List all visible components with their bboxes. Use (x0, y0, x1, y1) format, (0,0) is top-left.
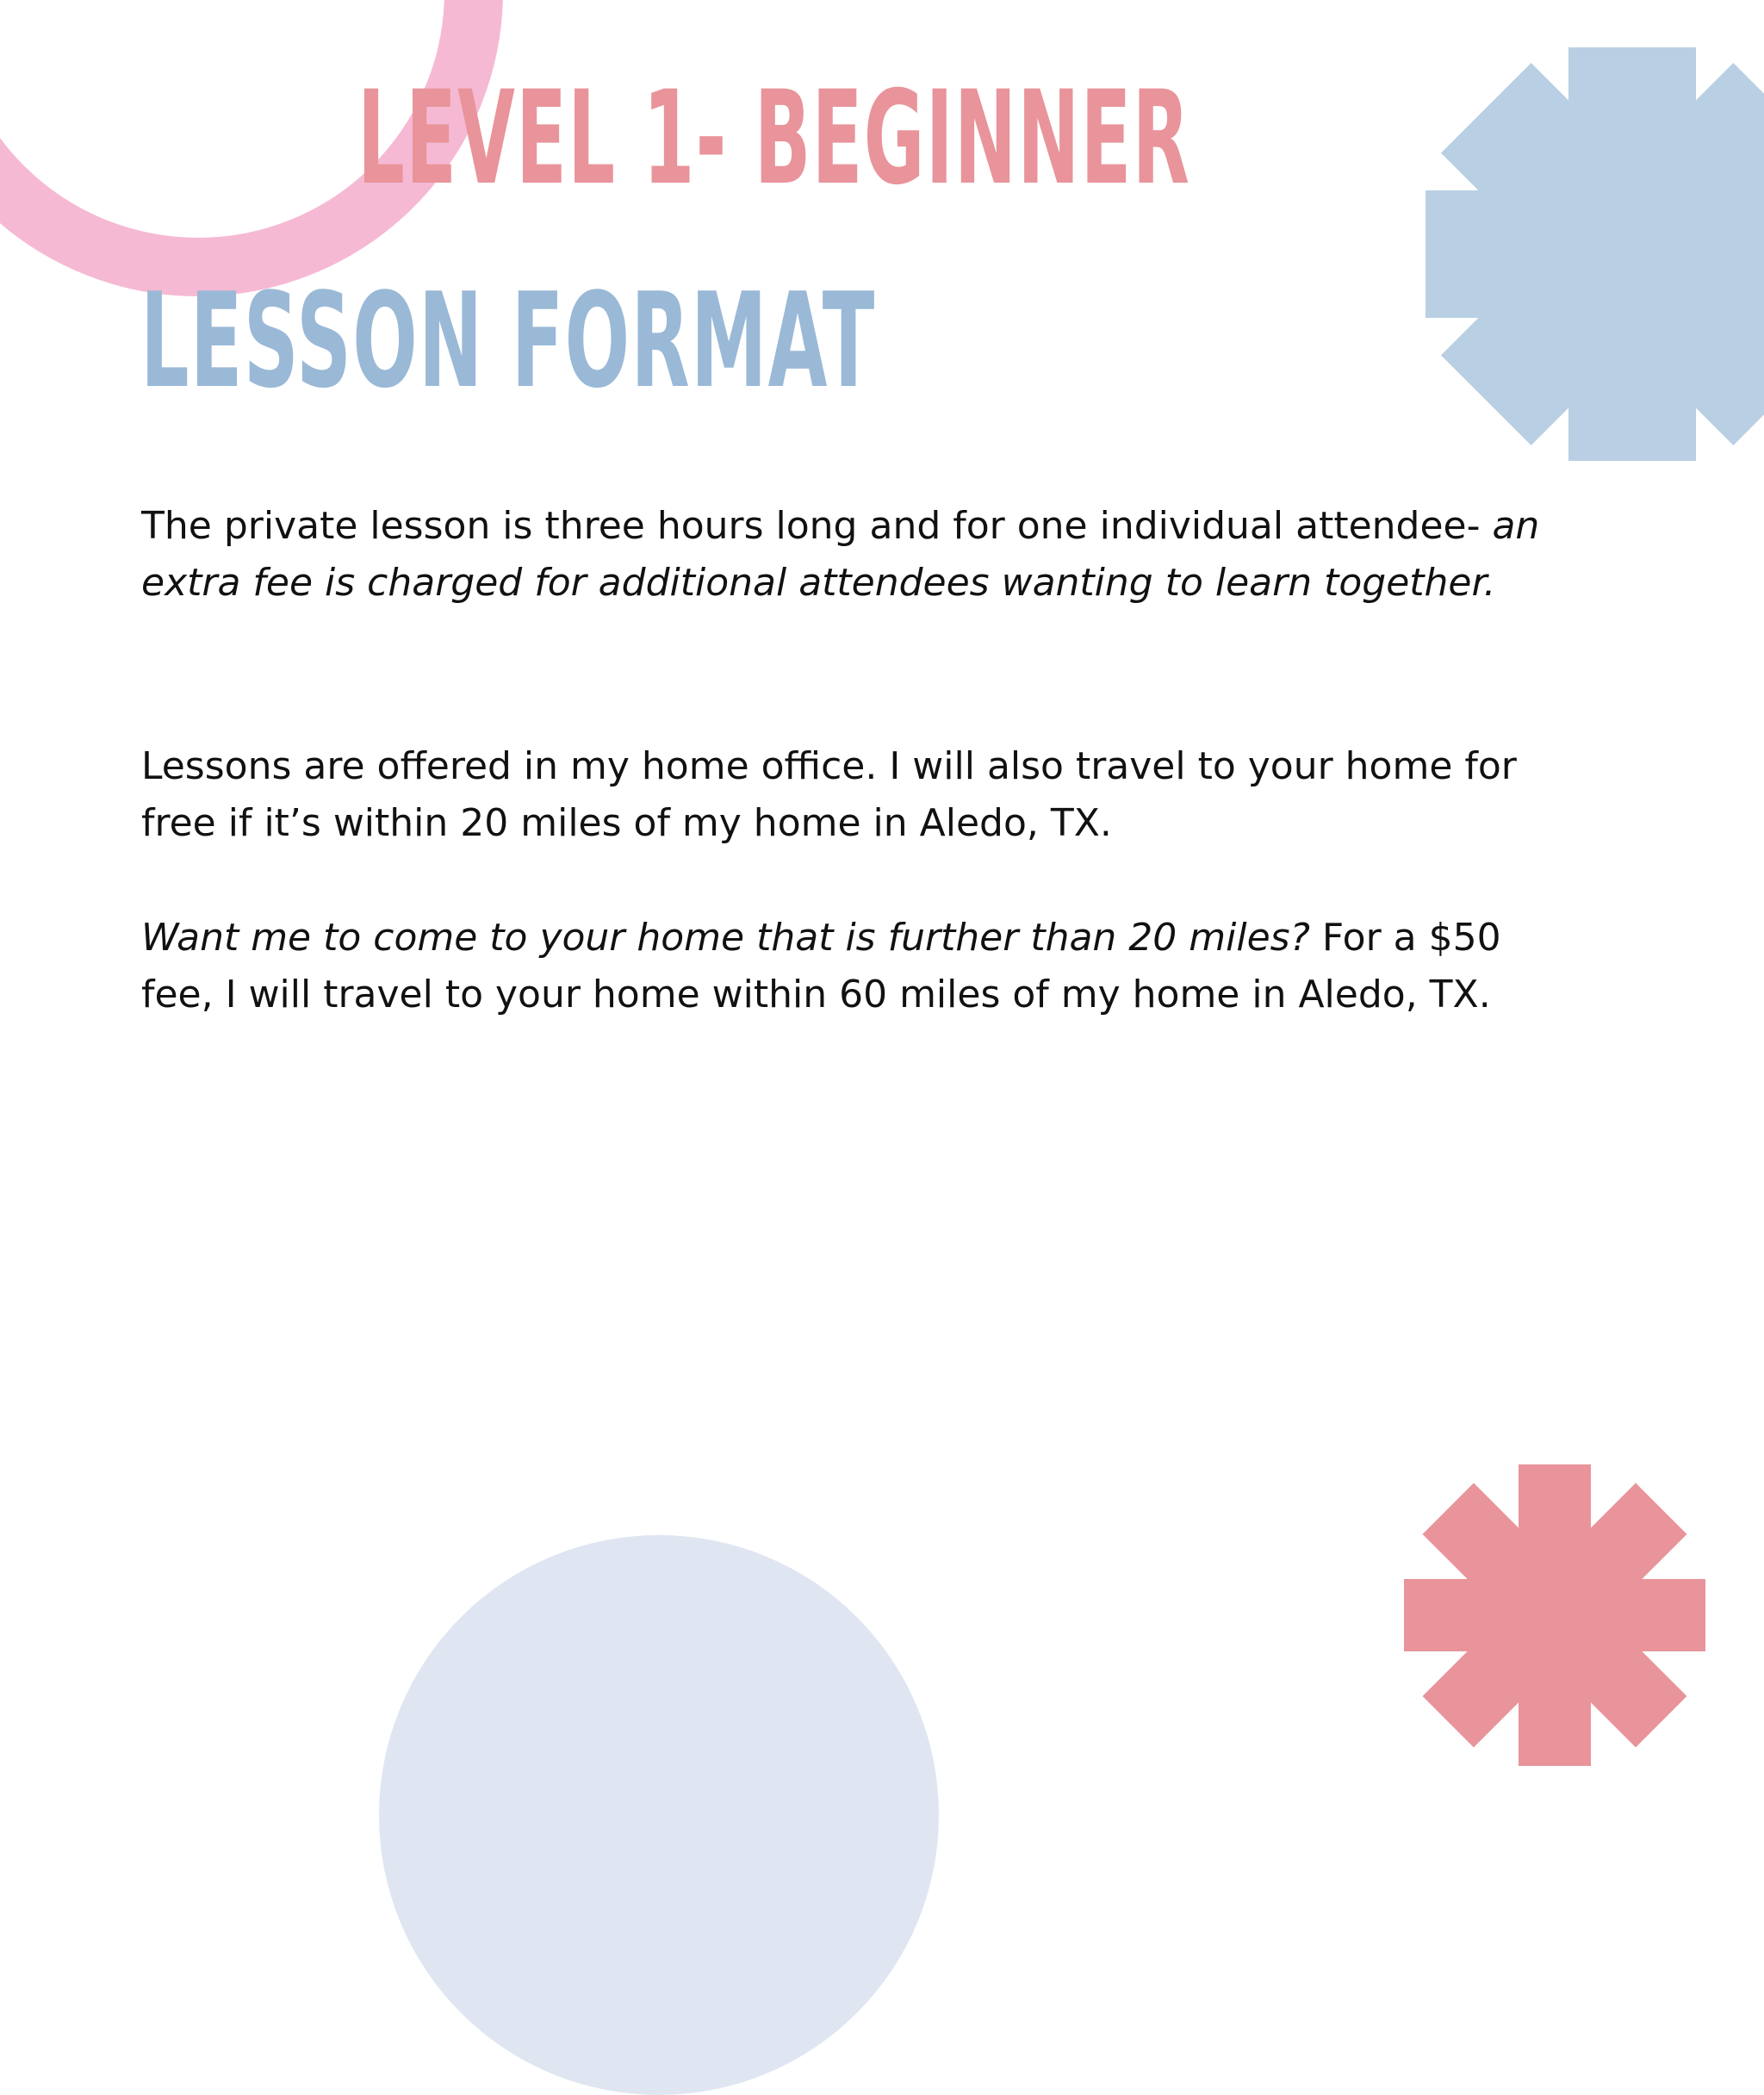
lesson-description-text: The private lesson is three hours long and for one individual attendee- (141, 504, 1493, 548)
location-paragraph (141, 738, 1554, 852)
level-title: LEVEL 1- BEGINNER (357, 64, 1191, 214)
lesson-format-title: LESSON FORMAT (140, 264, 876, 417)
lesson-description-paragraph (141, 498, 1554, 612)
extra-fee-note: an extra fee is charged for additional attendees wanting to learn together. (141, 504, 1540, 605)
travel-fee-paragraph (141, 910, 1554, 1023)
pale-blue-circle-graphic (379, 1535, 939, 2095)
rose-asterisk-graphic (1404, 1464, 1705, 1766)
blue-asterisk-graphic (1425, 47, 1764, 461)
travel-fee-text: For a $50 fee, I will travel to your home within 60 miles of my home in Aledo, TX. (141, 916, 1501, 1016)
location-text: Lessons are offered in my home office. I will also travel to your home for free if it’s within 20 miles of my home in Aledo, TX. (141, 744, 1517, 845)
travel-question: Want me to come to your home that is further than 20 miles? (141, 916, 1310, 960)
